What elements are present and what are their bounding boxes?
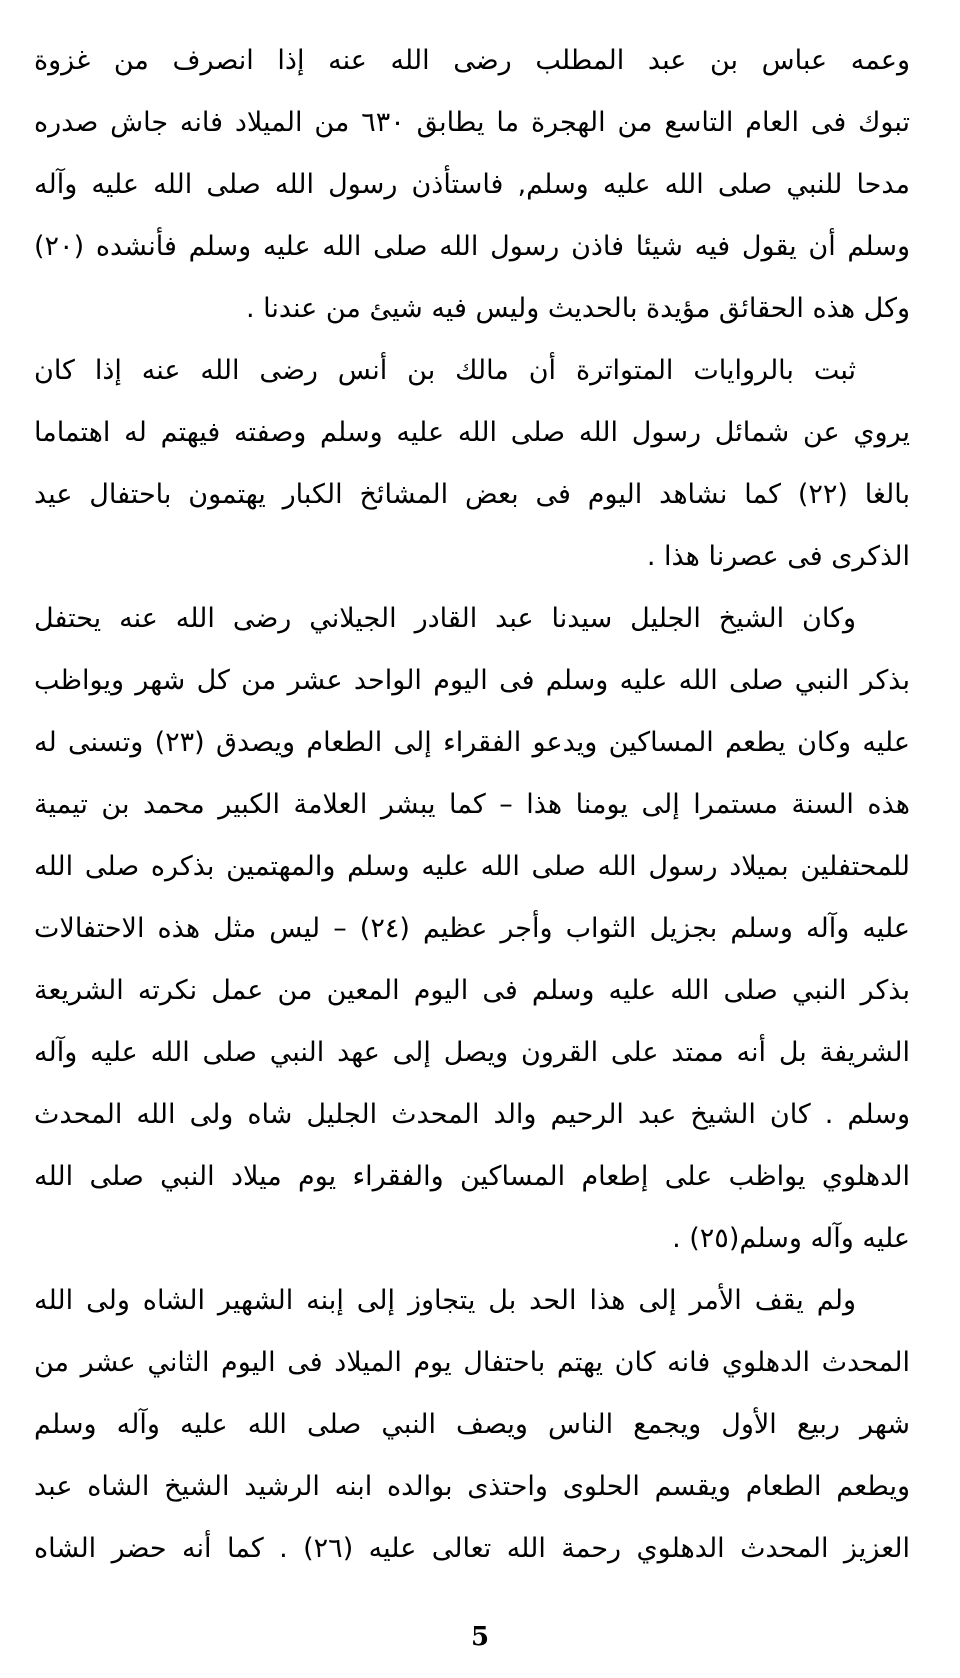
text-line: للمحتفلين بميلاد رسول الله صلى الله عليه وسلم والمهتمين بذكره صلى الله [34,851,910,882]
text-line: وسلم أن يقول فيه شيئا فاذن رسول الله صلى الله عليه وسلم فأنشده (٢٠) [34,231,910,262]
text-line: بذكر النبي صلى الله عليه وسلم فى اليوم الواحد عشر من كل شهر ويواظب [34,665,910,696]
text-line: وسلم . كان الشيخ عبد الرحيم والد المحدث الجليل شاه ولى الله المحدث [34,1099,910,1130]
text-line: عليه وكان يطعم المساكين ويدعو الفقراء إلى الطعام ويصدق (٢٣) وتسنى له [34,727,910,758]
text-line: وكان الشيخ الجليل سيدنا عبد القادر الجيلاني رضى الله عنه يحتفل [34,603,856,634]
text-line: الذكرى فى عصرنا هذا . [646,541,910,572]
text-line: ويطعم الطعام ويقسم الحلوى واحتذى بوالده ابنه الرشيد الشيخ الشاه عبد [34,1471,910,1502]
text-line: مدحا للنبي صلى الله عليه وسلم, فاستأذن رسول الله صلى الله عليه وآله [34,169,910,200]
text-line: عليه وآله وسلم(٢٥) . [672,1223,910,1254]
text-line: المحدث الدهلوي فانه كان يهتم باحتفال يوم الميلاد فى اليوم الثاني عشر من [34,1347,910,1378]
text-line: الدهلوي يواظب على إطعام المساكين والفقراء يوم ميلاد النبي صلى الله [34,1161,910,1192]
page-number: 5 [470,1622,490,1652]
text-line: شهر ربيع الأول ويجمع الناس ويصف النبي صلى الله عليه وآله وسلم [34,1409,910,1440]
text-line: عليه وآله وسلم بجزيل الثواب وأجر عظيم (٢٤) – ليس مثل هذه الاحتفالات [34,913,910,944]
body-text [34,30,910,1580]
text-line: تبوك فى العام التاسع من الهجرة ما يطابق ٦٣٠ من الميلاد فانه جاش صدره [34,107,910,138]
text-line: ولم يقف الأمر إلى هذا الحد بل يتجاوز إلى إبنه الشهير الشاه ولى الله [34,1285,856,1316]
text-line: الشريفة بل أنه ممتد على القرون ويصل إلى عهد النبي صلى الله عليه وآله [34,1037,910,1068]
text-line: وعمه عباس بن عبد المطلب رضى الله عنه إذا انصرف من غزوة [34,45,910,76]
text-line: ثبت بالروايات المتواترة أن مالك بن أنس رضى الله عنه إذا كان [34,355,856,386]
text-line: بالغا (٢٢) كما نشاهد اليوم فى بعض المشائخ الكبار يهتمون باحتفال عيد [34,479,910,510]
text-line: يروي عن شمائل رسول الله صلى الله عليه وسلم وصفته فيهتم له اهتماما [34,417,910,448]
text-line: وكل هذه الحقائق مؤيدة بالحديث وليس فيه شيئ من عندنا . [245,293,910,324]
text-line: العزيز المحدث الدهلوي رحمة الله تعالى عليه (٢٦) . كما أنه حضر الشاه [34,1533,910,1564]
text-line: هذه السنة مستمرا إلى يومنا هذا – كما يبشر العلامة الكبير محمد بن تيمية [34,789,910,820]
text-line: بذكر النبي صلى الله عليه وسلم فى اليوم المعين من عمل نكرته الشريعة [34,975,910,1006]
